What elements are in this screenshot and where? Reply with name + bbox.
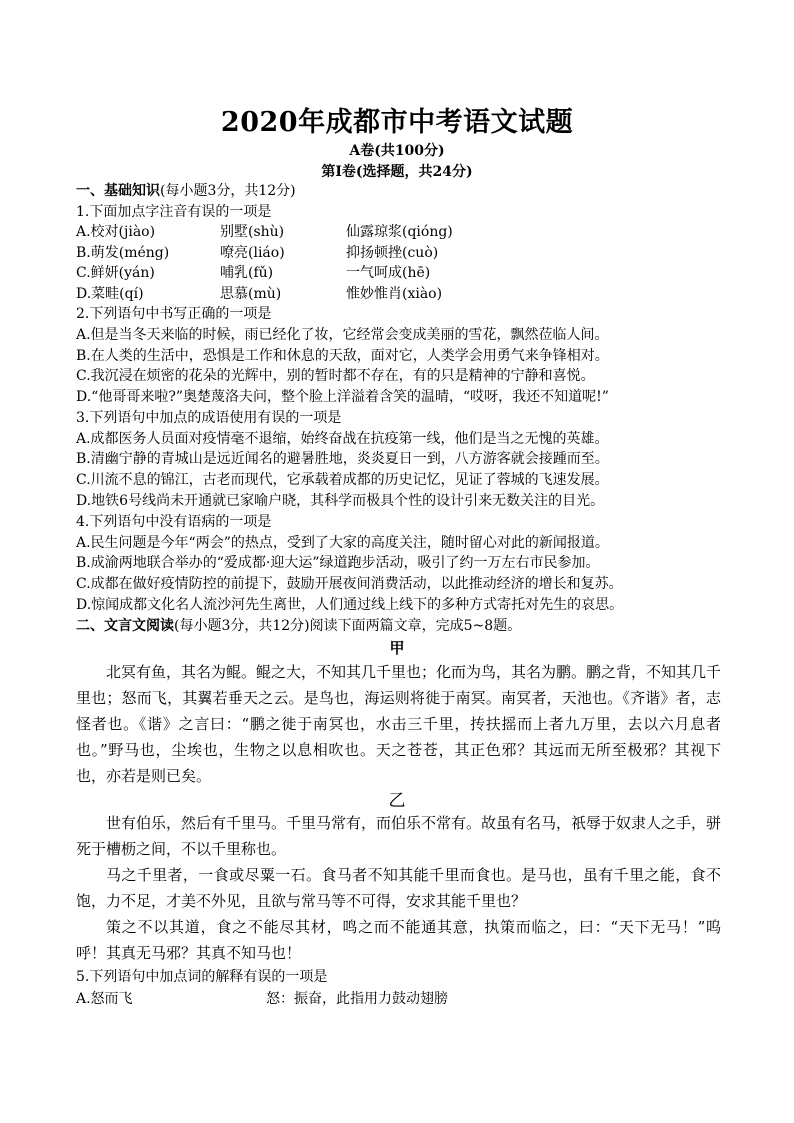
q3-option-b: B.清幽宁静的青城山是远近闻名的避暑胜地，炎炎夏日一到，八方游客就会接踵而至。 — [76, 451, 609, 467]
passage-jia — [76, 659, 721, 789]
q1-stem: 1.下面加点字注音有误的一项是 — [76, 204, 272, 220]
q4-stem: 4.下列语句中没有语病的一项是 — [76, 514, 272, 530]
q5-option-a — [76, 988, 448, 1008]
q1-c-2: 哺乳(fǔ) — [220, 265, 274, 281]
passage-yi — [76, 810, 721, 966]
q2-option-a: A.但是当冬天来临的时候，雨已经化了妆，它经常会变成美丽的雪花，飘然莅临人间。 — [76, 327, 609, 343]
section-2-title: 二、文言文阅读 — [76, 618, 174, 634]
section-1-note: (每小题3分，共12分) — [160, 183, 296, 199]
section-2-heading — [76, 616, 521, 636]
q4-option-d: D.惊闻成都文化名人流沙河先生离世，人们通过线上线下的多种方式寄托对先生的哀思。 — [76, 597, 624, 613]
section-2-note: (每小题3分，共12分)阅读下面两篇文章，完成5~8题。 — [174, 618, 522, 634]
volume-a-heading: A卷(共100分) — [349, 143, 445, 159]
q3-option-d: D.地铁6号线尚未开通就已家喻户晓，其科学而极具个性的设计引来无数关注的目光。 — [76, 493, 605, 509]
q4-option-b: B.成渝两地联合举办的“爱成都·迎大运”绿道跑步活动，吸引了约一万左右市民参加。 — [76, 555, 600, 571]
q4-option-c: C.成都在做好疫情防控的前提下，鼓励开展夜间消费活动，以此推动经济的增长和复苏。 — [76, 576, 623, 592]
section-1-heading — [76, 181, 296, 201]
passage-jia-para-1: 北冥有鱼，其名为鲲。鲲之大，不知其几千里也；化而为鸟，其名为鹏。鹏之背，不知其几千里也；怒而飞，其翼若垂天之云。是鸟也，海运则将徙于南冥。南冥者，天池也。《齐谐》者，志怪者也。《谐》之言曰：“鹏之徙于南冥也，水击三千里，抟扶摇而上者九万里，去以六月息者也。”野马也，尘埃也，生物之以息相吹也。天之苍苍，其正色邪？其远而无所至极邪？其视下也，亦若是则已矣。 — [76, 663, 722, 785]
q5-stem: 5.下列语句中加点词的解释有误的一项是 — [76, 969, 328, 985]
q3-stem: 3.下列语句中加点的成语使用有误的一项是 — [76, 410, 342, 426]
passage-yi-para-1: 世有伯乐，然后有千里马。千里马常有，而伯乐不常有。故虽有名马，祇辱于奴隶人之手，骈死于槽枥之间，不以千里称也。 — [76, 814, 722, 858]
q2-option-b: B.在人类的生活中，恐惧是工作和休息的天敌，面对它，人类学会用勇气来争锋相对。 — [76, 348, 609, 364]
q1-a-1: A.校对(jiào) — [76, 224, 156, 240]
q1-b-1: B.萌发(méng) — [76, 244, 170, 261]
q1-c-3: 一气呵成(hē) — [346, 265, 431, 281]
q4-option-a: A.民生问题是今年“两会”的热点，受到了大家的高度关注，随时留心对此的新闻报道。 — [76, 535, 609, 551]
passage-yi-para-2: 马之千里者，一食或尽粟一石。食马者不知其能千里而食也。是马也，虽有千里之能，食不饱，力不足，才美不外见，且欲与常马等不可得，安求其能千里也？ — [76, 866, 721, 910]
passage-yi-para-3: 策之不以其道，食之不能尽其材，鸣之而不能通其意，执策而临之，曰：“天下无马！”呜呼！其真无马邪？其真不知马也！ — [76, 918, 721, 962]
passage-yi-heading: 乙 — [388, 791, 406, 811]
q1-a-3: 仙露琼浆(qióng) — [346, 224, 453, 240]
q1-b-3: 抑扬顿挫(cuò) — [346, 244, 439, 261]
q1-d-2: 思慕(mù) — [220, 285, 282, 302]
q1-b-2: 嘹亮(liáo) — [220, 244, 285, 261]
q2-stem: 2.下列语句中书写正确的一项是 — [76, 306, 272, 322]
section-1-title: 一、基础知识 — [76, 183, 160, 199]
q1-c-1: C.鲜妍(yán) — [76, 265, 155, 281]
q3-option-a: A.成都医务人员面对疫情毫不退缩，始终奋战在抗疫第一线，他们是当之无愧的英雄。 — [76, 431, 609, 447]
q1-d-1: D.菜畦(qí) — [76, 285, 144, 302]
q2-option-d: D.“他哥哥来啦?”奥楚蔑洛夫问，整个脸上洋溢着含笑的温晴，“哎呀，我还不知道呢!” — [76, 389, 609, 405]
page-title: 2020年成都市中考语文试题 — [220, 107, 574, 138]
q1-d-3: 惟妙惟肖(xiào) — [346, 285, 443, 302]
q2-option-c: C.我沉浸在烦密的花朵的光辉中，别的暂时都不存在，有的只是精神的宁静和喜悦。 — [76, 368, 595, 384]
q5-option-a-explanation: 怒：振奋，此指用力鼓动翅膀 — [266, 991, 448, 1007]
q5-option-a-phrase: A.怒而飞 — [76, 991, 133, 1007]
q1-a-2: 别墅(shù) — [220, 224, 285, 240]
passage-jia-heading: 甲 — [389, 639, 405, 657]
q3-option-c: C.川流不息的锦江，古老而现代，它承载着成都的历史记忆，见证了蓉城的飞速发展。 — [76, 472, 609, 488]
part-one-heading: 第Ⅰ卷(选择题，共24分) — [321, 164, 473, 180]
